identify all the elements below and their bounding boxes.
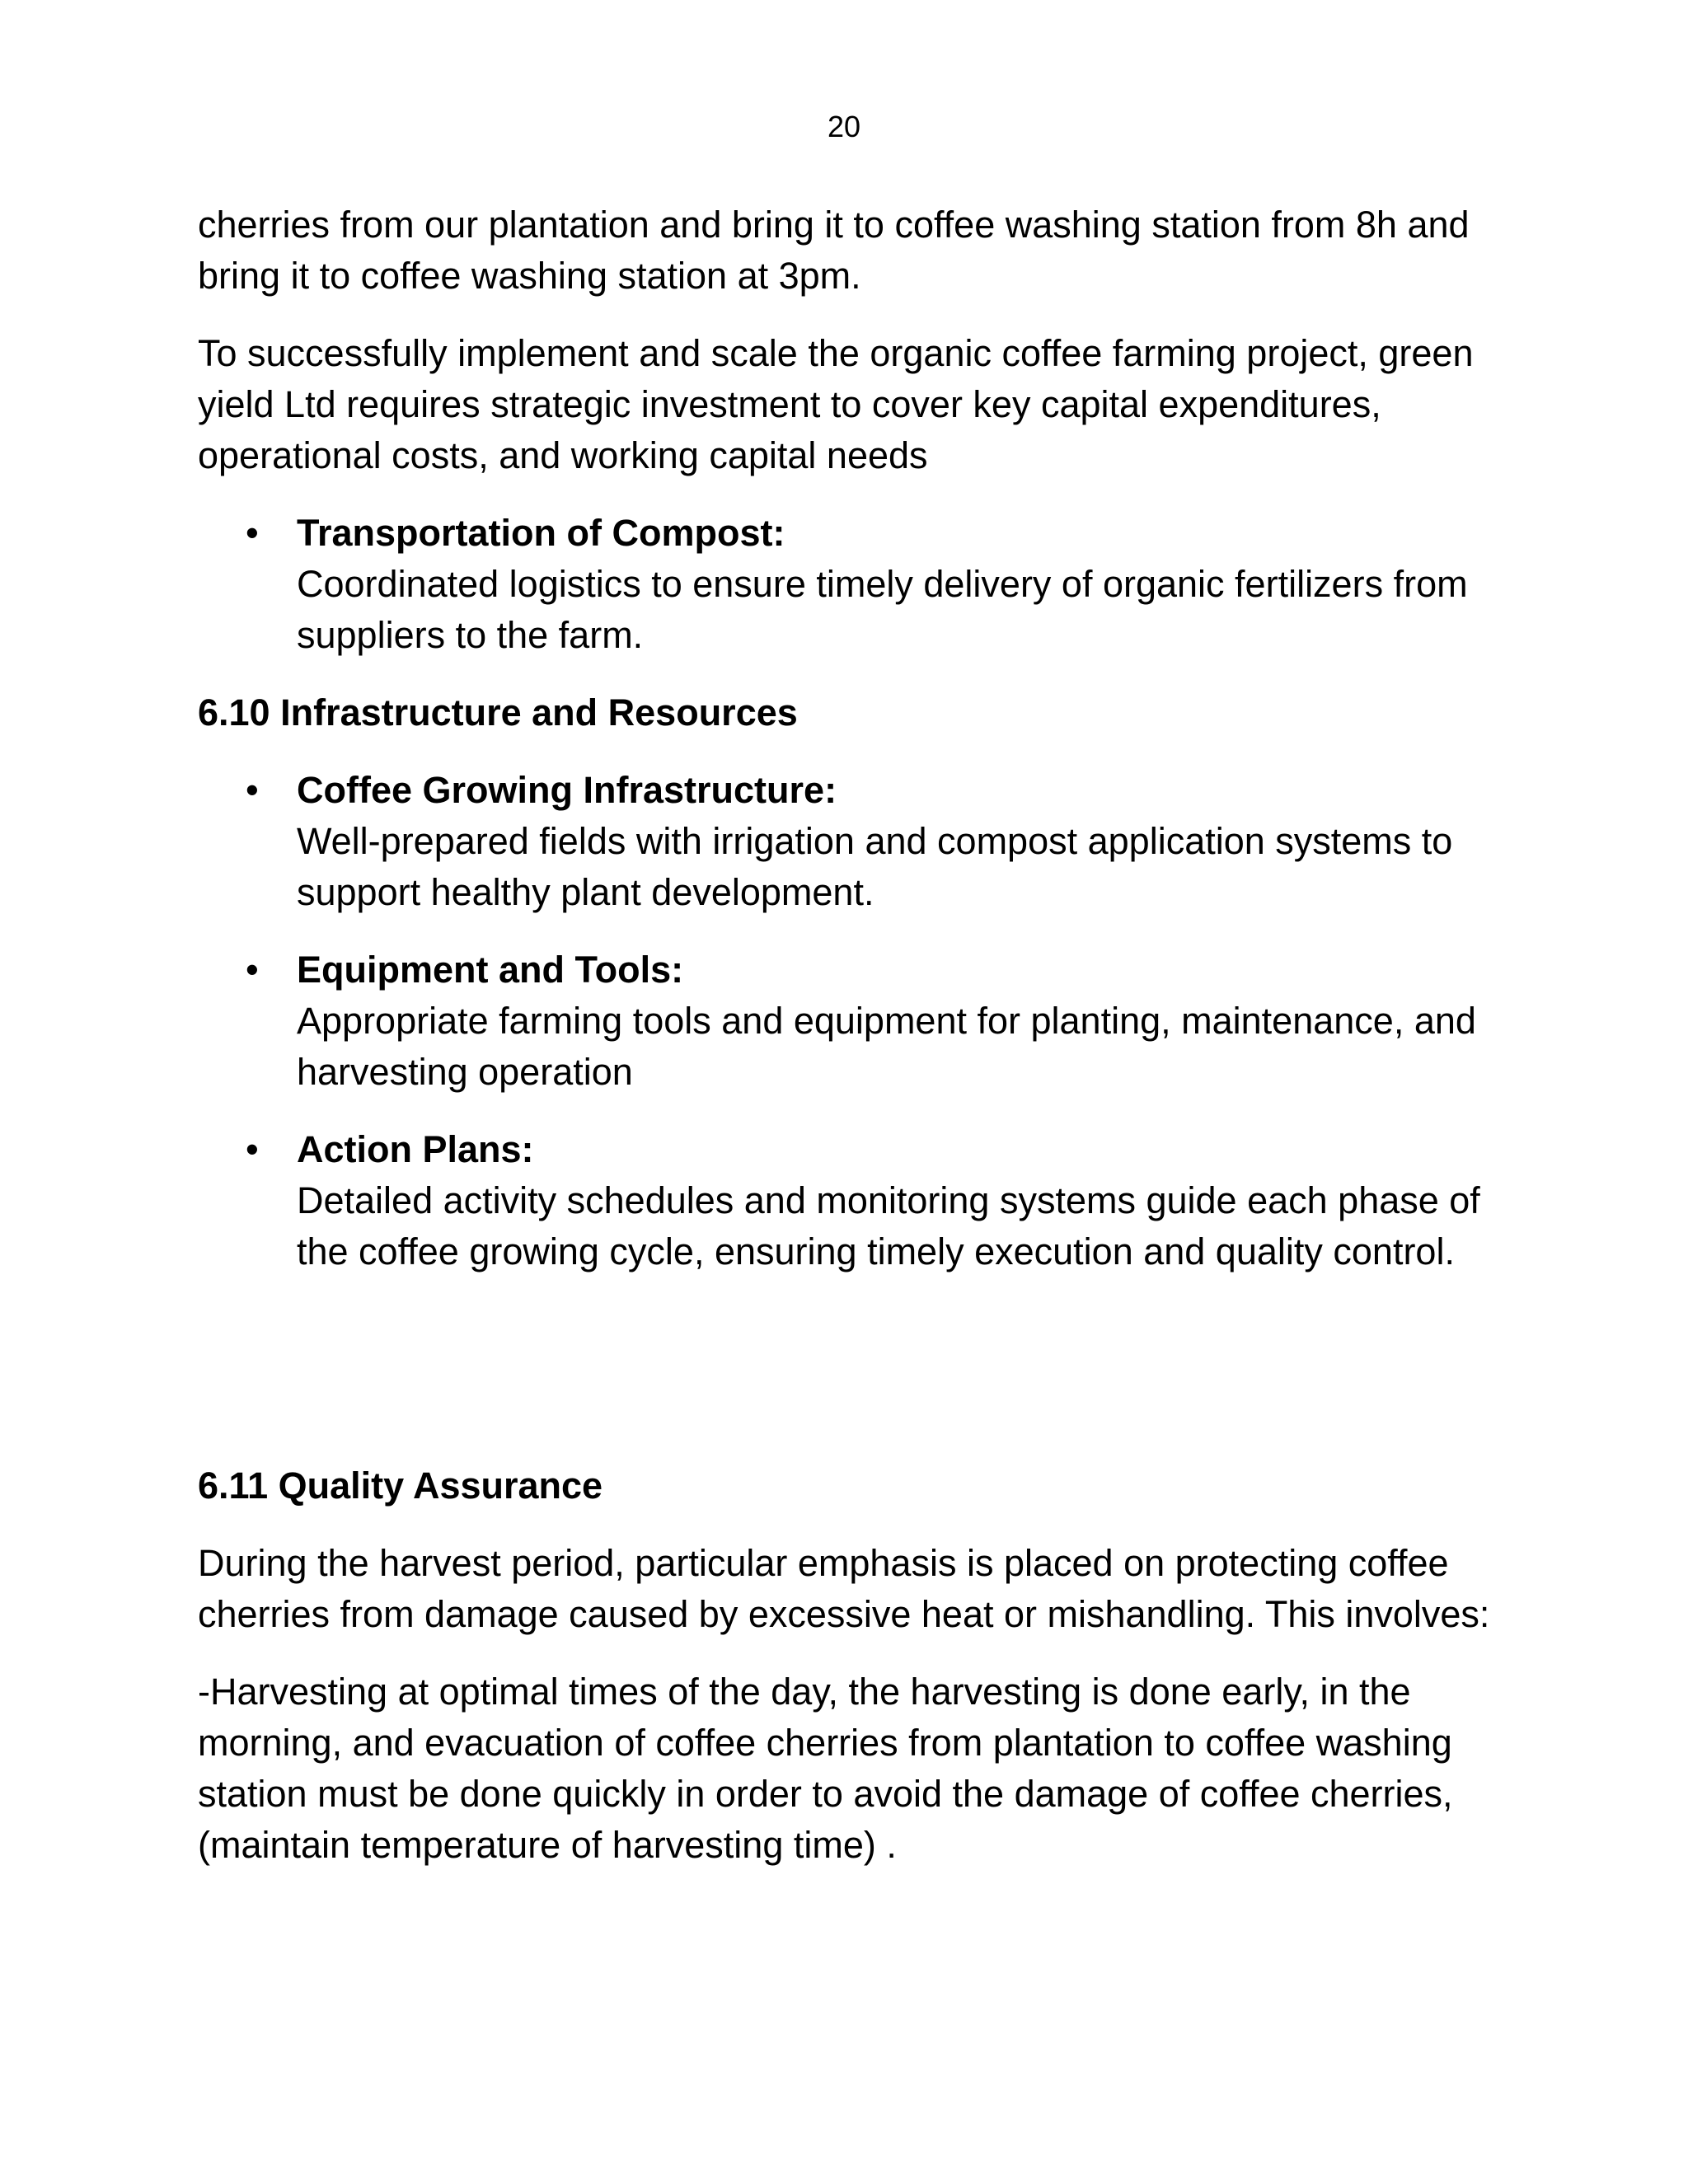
page-number: 20 — [827, 110, 861, 143]
item-title: Transportation of Compost: — [297, 512, 785, 554]
item-text: Detailed activity schedules and monitoring systems guide each phase of the coffee growing cycle, ensuring timely execution and quality control. — [297, 1179, 1480, 1272]
intro-paragraph-2: To successfully implement and scale the organic coffee farming project, green yield Ltd requires strategic investment to cover key capital expenditures, operational costs, and working capital needs — [198, 332, 1474, 476]
list-item — [198, 765, 1517, 918]
list-item — [198, 508, 1517, 661]
intro-paragraph-1: cherries from our plantation and bring it to coffee washing station from 8h and bring it to coffee washing station at 3pm. — [198, 204, 1470, 297]
transport-list — [198, 508, 1517, 661]
section-heading-6-10: 6.10 Infrastructure and Resources — [198, 691, 798, 733]
quality-paragraph-2: -Harvesting at optimal times of the day, the harvesting is done early, in the morning, and evacuation of coffee cherries from plantation to coffee washing station must be done quickly in order to avoid the damage of coffee cherries, (maintain temperature of harvesting time) . — [198, 1671, 1453, 1866]
section-heading-6-11: 6.11 Quality Assurance — [198, 1465, 603, 1507]
item-title: Coffee Growing Infrastructure: — [297, 769, 837, 811]
bullet-icon: • — [246, 1128, 259, 1170]
item-text: Well-prepared fields with irrigation and compost application systems to support healthy plant development. — [297, 820, 1453, 913]
bullet-icon: • — [246, 769, 259, 811]
list-item — [198, 944, 1517, 1098]
bullet-icon: • — [246, 949, 259, 991]
item-title: Action Plans: — [297, 1128, 534, 1170]
bullet-icon: • — [246, 512, 259, 554]
item-title: Equipment and Tools: — [297, 949, 684, 991]
vertical-spacer — [198, 1304, 1517, 1460]
item-text: Coordinated logistics to ensure timely delivery of organic fertilizers from suppliers to the farm. — [297, 563, 1468, 656]
item-text: Appropriate farming tools and equipment for planting, maintenance, and harvesting operation — [297, 1000, 1476, 1093]
list-item — [198, 1124, 1517, 1277]
document-body — [198, 199, 1517, 1897]
quality-paragraph-1: During the harvest period, particular emphasis is placed on protecting coffee cherries from damage caused by excessive heat or mishandling. This involves: — [198, 1542, 1490, 1635]
infrastructure-list — [198, 765, 1517, 1277]
